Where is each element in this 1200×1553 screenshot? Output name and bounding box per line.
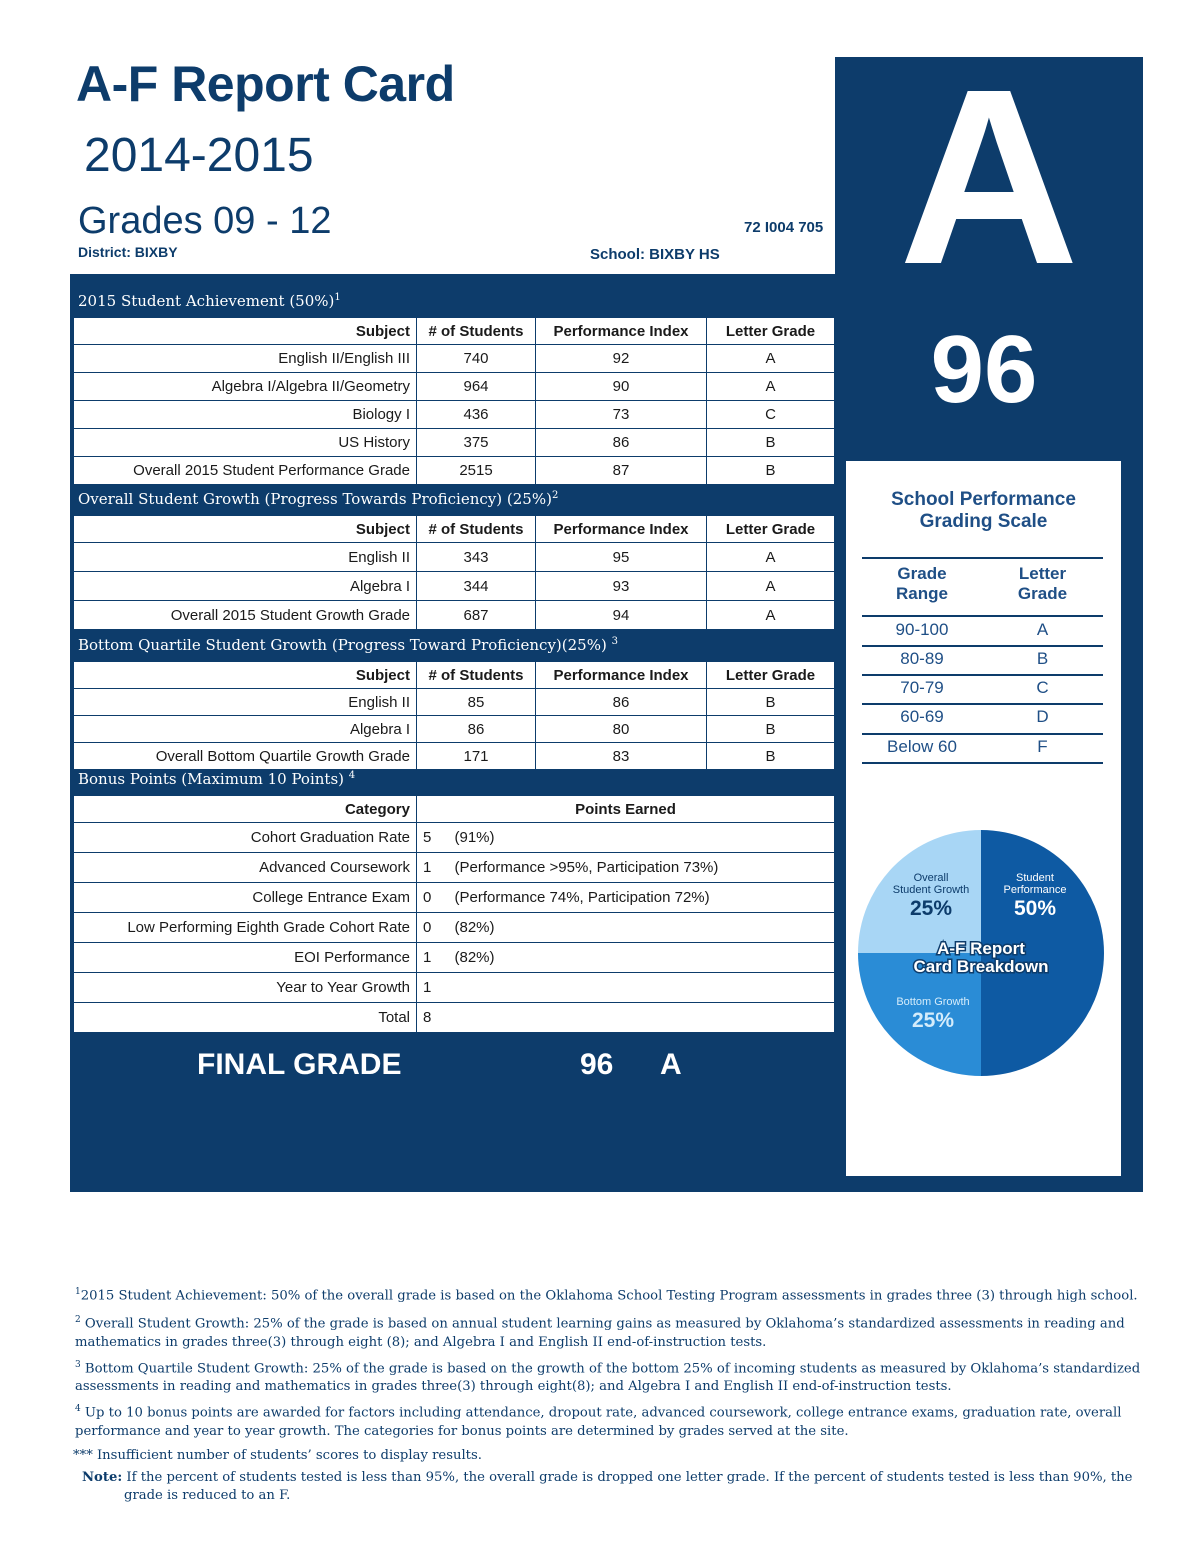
- pie-center-title-line2: Card Breakdown: [913, 957, 1049, 976]
- header-line: Grade: [897, 564, 947, 583]
- pie-center-title-line1: A-F Report: [937, 939, 1025, 958]
- points-cell: 1: [417, 853, 449, 883]
- divider: [862, 762, 1103, 764]
- footnote-text: assessments in reading and mathematics in grades three(3) through eight(8); and Algebra I and English II end-of-instruction tests.: [75, 1379, 952, 1395]
- footnote-mark: 1: [75, 1287, 81, 1297]
- total-students-cell: 687: [417, 601, 536, 630]
- letter-cell: F: [1037, 737, 1048, 756]
- table-row: [74, 543, 835, 572]
- grade-cell: B: [707, 689, 835, 716]
- quartile-heading-text: Bottom Quartile Student Growth (Progress Toward Proficiency)(25%): [78, 636, 607, 654]
- bonus-table: [73, 795, 835, 1033]
- pie-pct-overall: 25%: [909, 897, 953, 920]
- subject-cell: English II/English III: [74, 345, 417, 373]
- category-cell: Cohort Graduation Rate: [74, 823, 417, 853]
- category-cell: Low Performing Eighth Grade Cohort Rate: [74, 913, 417, 943]
- total-label-cell: Overall 2015 Student Growth Grade: [74, 601, 417, 630]
- grade-cell: B: [707, 716, 835, 743]
- detail-cell: [449, 973, 835, 1003]
- grade-cell: C: [707, 401, 835, 429]
- divider: [862, 557, 1103, 559]
- pie-label-overall-line2: Student Growth: [892, 884, 970, 896]
- header-line: Range: [896, 584, 948, 603]
- detail-cell: (91%): [449, 823, 835, 853]
- footnotes: [75, 1283, 1155, 1465]
- quartile-heading: [78, 636, 618, 654]
- total-row: [74, 743, 835, 770]
- range-cell: 90-100: [895, 620, 949, 639]
- table-header-row: [74, 662, 835, 689]
- pie-pct-performance: 50%: [1013, 897, 1057, 920]
- range-cell: 70-79: [900, 678, 944, 697]
- school-code: 72 I004 705: [744, 219, 824, 236]
- footnote-text: performance and year to year growth. The categories for bonus points are determined by grades served at the site.: [75, 1423, 849, 1439]
- total-grade-cell: A: [707, 601, 835, 630]
- total-row: [74, 1003, 835, 1033]
- category-cell: Advanced Coursework: [74, 853, 417, 883]
- category-cell: College Entrance Exam: [74, 883, 417, 913]
- column-header: Category: [74, 796, 417, 823]
- points-cell: 0: [417, 913, 449, 943]
- total-index-cell: 87: [536, 457, 707, 485]
- divider: [862, 674, 1103, 676]
- divider: [862, 703, 1103, 705]
- total-label-cell: Total: [74, 1003, 417, 1033]
- letter-cell: C: [1036, 678, 1049, 697]
- table-row: [74, 823, 835, 853]
- scale-row: [862, 620, 1103, 646]
- detail-cell: (82%): [449, 943, 835, 973]
- final-grade-label: FINAL GRADE: [197, 1048, 402, 1081]
- total-points-cell: 8: [417, 1003, 449, 1033]
- scale-row: [862, 737, 1103, 763]
- bonus-footnote-mark: 4: [348, 770, 356, 781]
- column-header: # of Students: [417, 516, 536, 543]
- column-header: Letter Grade: [707, 318, 835, 345]
- index-cell: 93: [536, 572, 707, 601]
- detail-cell: (Performance >95%, Participation 73%): [449, 853, 835, 883]
- subject-cell: Algebra I/Algebra II/Geometry: [74, 373, 417, 401]
- grade-cell: B: [707, 429, 835, 457]
- table-row: [74, 716, 835, 743]
- pie-label-performance-line1: Student: [1016, 872, 1054, 884]
- table-header-row: [74, 796, 835, 823]
- students-cell: 85: [417, 689, 536, 716]
- grading-scale-title-line: Grading Scale: [919, 511, 1048, 532]
- footnote-text: 2015 Student Achievement: 50% of the overall grade is based on the Oklahoma School Testing Program assessments in grades three (3) through high school.: [80, 1288, 1138, 1304]
- table-row: [74, 943, 835, 973]
- grading-scale-title: [846, 489, 1121, 533]
- table-row: [74, 373, 835, 401]
- subject-cell: Algebra I: [74, 572, 417, 601]
- index-cell: 80: [536, 716, 707, 743]
- category-cell: EOI Performance: [74, 943, 417, 973]
- footnote-mark: 2: [75, 1315, 81, 1326]
- letter-cell: B: [1036, 649, 1049, 668]
- growth-footnote-mark: 2: [551, 490, 559, 501]
- divider: [862, 645, 1103, 647]
- total-label-cell: Overall 2015 Student Performance Grade: [74, 457, 417, 485]
- column-header: Subject: [74, 662, 417, 689]
- footnote-text: Bottom Quartile Student Growth: 25% of the grade is based on the growth of the bottom 25% of incoming students as measured by Oklahoma’s standardized: [80, 1361, 1141, 1377]
- total-grade-cell: B: [707, 457, 835, 485]
- scale-row: [862, 707, 1103, 733]
- bonus-heading: [78, 770, 355, 788]
- achievement-footnote-mark: 1: [334, 292, 341, 303]
- table-row: [74, 883, 835, 913]
- final-grade-letter: A: [660, 1048, 682, 1081]
- column-header: Performance Index: [536, 318, 707, 345]
- achievement-heading-text: 2015 Student Achievement (50%): [78, 292, 335, 310]
- column-header: # of Students: [417, 662, 536, 689]
- column-header: Performance Index: [536, 662, 707, 689]
- divider: [862, 733, 1103, 735]
- growth-table: [73, 515, 835, 630]
- range-cell: 80-89: [900, 649, 944, 668]
- students-cell: 964: [417, 373, 536, 401]
- district-name: District: BIXBY: [78, 244, 178, 260]
- grade-cell: A: [707, 572, 835, 601]
- footnote-text: Overall Student Growth: 25% of the grade is based on annual student learning gains as measured by Oklahoma’s standardized assessments in reading and: [80, 1316, 1125, 1332]
- table-header-row: [74, 318, 835, 345]
- footnote-1: [75, 1283, 1155, 1305]
- insufficient-note: *** Insufficient number of students’ scores to display results.: [73, 1447, 482, 1463]
- detail-cell: (Performance 74%, Participation 72%): [449, 883, 835, 913]
- students-cell: 740: [417, 345, 536, 373]
- letter-grade-header: [982, 564, 1103, 604]
- table-header-row: [74, 516, 835, 543]
- total-students-cell: 2515: [417, 457, 536, 485]
- header-line: Grade: [1017, 584, 1068, 603]
- pie-label-overall-line1: Overall: [913, 872, 949, 884]
- footnote-2: [75, 1311, 1155, 1351]
- total-row: [74, 601, 835, 630]
- total-label-cell: Overall Bottom Quartile Growth Grade: [74, 743, 417, 770]
- report-title: A-F Report Card: [76, 56, 455, 112]
- pie-label-performance-line2: Performance: [1003, 884, 1067, 896]
- overall-score: 96: [930, 316, 1038, 423]
- table-row: [74, 689, 835, 716]
- pie-pct-bottom: 25%: [911, 1009, 955, 1032]
- students-cell: 344: [417, 572, 536, 601]
- grading-scale-title-line: School Performance: [891, 489, 1076, 510]
- column-header: Subject: [74, 516, 417, 543]
- footnote-3: [75, 1356, 1155, 1396]
- footnote-text: mathematics in grades three(3) through eight (8); and Algebra I and English II end-of-instruction tests.: [75, 1334, 767, 1350]
- column-header: Performance Index: [536, 516, 707, 543]
- achievement-heading: [78, 292, 341, 310]
- scale-row: [862, 678, 1103, 704]
- category-cell: Year to Year Growth: [74, 973, 417, 1003]
- total-index-cell: 94: [536, 601, 707, 630]
- table-row: [74, 572, 835, 601]
- total-index-cell: 83: [536, 743, 707, 770]
- scale-row: [862, 649, 1103, 675]
- table-row: [74, 973, 835, 1003]
- header-line: Letter: [1018, 564, 1067, 583]
- points-cell: 5: [417, 823, 449, 853]
- range-cell: Below 60: [887, 737, 957, 756]
- grade-cell: A: [707, 373, 835, 401]
- table-row: [74, 853, 835, 883]
- letter-cell: D: [1036, 707, 1049, 726]
- points-cell: 0: [417, 883, 449, 913]
- points-cell: 1: [417, 943, 449, 973]
- students-cell: 86: [417, 716, 536, 743]
- footnote-mark: 3: [75, 1359, 81, 1370]
- total-detail-cell: [449, 1003, 835, 1033]
- index-cell: 86: [536, 429, 707, 457]
- growth-heading: [78, 490, 558, 508]
- pie-label-bottom: Bottom Growth: [896, 996, 970, 1008]
- quartile-table: [73, 661, 835, 770]
- grade-cell: A: [707, 345, 835, 373]
- index-cell: 95: [536, 543, 707, 572]
- range-cell: 60-69: [900, 707, 944, 726]
- column-header: Points Earned: [417, 796, 835, 823]
- students-cell: 343: [417, 543, 536, 572]
- grade-span: Grades 09 - 12: [78, 200, 332, 242]
- students-cell: 436: [417, 401, 536, 429]
- students-cell: 375: [417, 429, 536, 457]
- total-students-cell: 171: [417, 743, 536, 770]
- note-text-a: If the percent of students tested is less than 95%, the overall grade is dropped one letter grade. If the percent of students tested is less than 90%, the: [126, 1470, 1133, 1485]
- index-cell: 73: [536, 401, 707, 429]
- school-name: School: BIXBY HS: [590, 246, 720, 263]
- points-cell: 1: [417, 973, 449, 1003]
- note-label: Note:: [82, 1470, 123, 1485]
- detail-cell: (82%): [449, 913, 835, 943]
- footnote-mark: 4: [75, 1404, 81, 1415]
- bonus-heading-text: Bonus Points (Maximum 10 Points): [78, 770, 345, 788]
- table-row: [74, 401, 835, 429]
- table-row: [74, 345, 835, 373]
- note-block: [82, 1469, 1142, 1505]
- subject-cell: Biology I: [74, 401, 417, 429]
- letter-cell: A: [1036, 620, 1049, 639]
- breakdown-pie-chart: [855, 823, 1115, 1088]
- table-row: [74, 913, 835, 943]
- subject-cell: Algebra I: [74, 716, 417, 743]
- column-header: Letter Grade: [707, 662, 835, 689]
- column-header: Subject: [74, 318, 417, 345]
- footnote-text: Up to 10 bonus points are awarded for factors including attendance, dropout rate, advanced coursework, college entrance exams, graduation rate, overall: [80, 1405, 1122, 1421]
- quartile-footnote-mark: 3: [611, 636, 618, 647]
- grade-cell: A: [707, 543, 835, 572]
- column-header: Letter Grade: [707, 516, 835, 543]
- column-header: # of Students: [417, 318, 536, 345]
- total-grade-cell: B: [707, 743, 835, 770]
- achievement-table: [73, 317, 835, 485]
- final-grade-score: 96: [580, 1048, 614, 1081]
- total-row: [74, 457, 835, 485]
- subject-cell: US History: [74, 429, 417, 457]
- index-cell: 92: [536, 345, 707, 373]
- subject-cell: English II: [74, 543, 417, 572]
- table-row: [74, 429, 835, 457]
- footnote-4: [75, 1400, 1155, 1440]
- school-year: 2014-2015: [84, 129, 314, 182]
- index-cell: 86: [536, 689, 707, 716]
- grade-range-header: [862, 564, 982, 604]
- divider: [862, 615, 1103, 617]
- subject-cell: English II: [74, 689, 417, 716]
- note-text-b: grade is reduced to an F.: [124, 1488, 291, 1503]
- overall-letter-grade: A: [898, 37, 1080, 316]
- index-cell: 90: [536, 373, 707, 401]
- growth-heading-text: Overall Student Growth (Progress Towards Proficiency) (25%): [78, 490, 552, 508]
